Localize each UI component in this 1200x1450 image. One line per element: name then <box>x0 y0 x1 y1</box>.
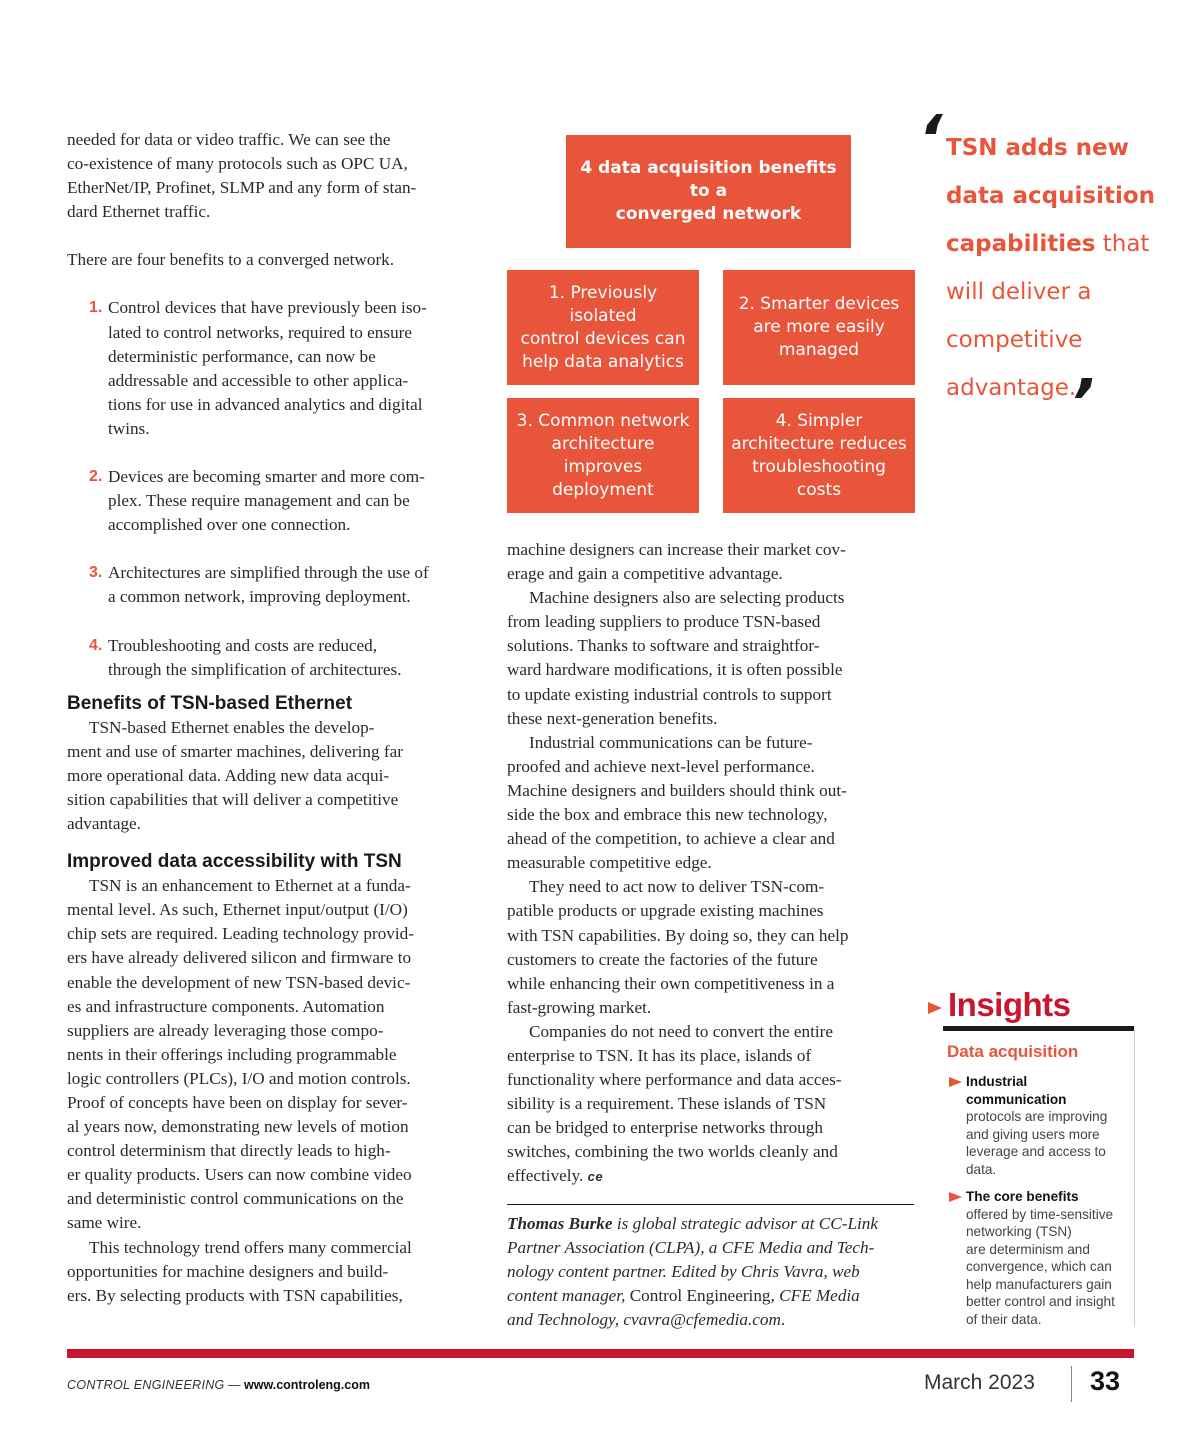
text-line: enable the development of new TSN-based devic- <box>67 972 411 992</box>
text-line: fast-growing market. <box>507 997 652 1017</box>
bold-text: communication <box>966 1091 1067 1107</box>
text-line: to update existing industrial controls to support <box>507 684 832 704</box>
text-line: lated to control networks, required to ensure <box>108 322 413 342</box>
text-line: Control devices that have previously been iso- <box>108 298 427 318</box>
text-line: They need to act now to deliver TSN-com- <box>529 877 825 897</box>
diagram-box-4 <box>723 398 915 513</box>
text-line: er quality products. Users can now combine video <box>67 1165 412 1185</box>
text-line: nology content partner. Edited by Chris Vavra, web <box>507 1262 860 1282</box>
text-line: Machine designers and builders should think out- <box>507 780 847 800</box>
benefits-paragraph <box>67 716 472 836</box>
box-line: 1. Previously isolated <box>548 282 658 326</box>
bullet-arrow-icon <box>949 1192 962 1202</box>
column-1 <box>67 128 472 1308</box>
pull-quote <box>946 124 1161 412</box>
quote-line: competitive <box>946 327 1083 353</box>
text-line <box>507 1308 917 1332</box>
diagram-title-line: converged network <box>615 204 802 224</box>
text-line: with TSN capabilities. By doing so, they can help <box>507 925 849 945</box>
text-line: side the box and embrace this new technology, <box>507 805 828 825</box>
box-line: troubleshooting <box>752 456 886 477</box>
diagram-box-2 <box>723 270 915 385</box>
text-line: through the simplification of architectures. <box>108 659 402 679</box>
text-line: co-existence of many protocols such as OPC UA, <box>67 154 408 174</box>
column-2 <box>507 538 911 1190</box>
diagram-title-box <box>566 135 851 248</box>
list-item <box>67 296 472 441</box>
text-line: ward hardware modifications, it is often possible <box>507 660 843 680</box>
text-line: needed for data or video traffic. We can see the <box>67 130 391 149</box>
text-line: This technology trend offers many commercial <box>89 1237 412 1257</box>
intro-paragraph <box>67 128 472 224</box>
list-number: 2. <box>89 468 103 486</box>
page-number: 33 <box>1090 1366 1121 1396</box>
text-line: more operational data. Adding new data acqui- <box>67 765 390 785</box>
text-line: tions for use in advanced analytics and digital <box>108 394 423 414</box>
bullet-arrow-icon <box>949 1077 962 1087</box>
text-line: can be bridged to enterprise networks through <box>507 1118 823 1138</box>
quote-line <box>946 172 1161 220</box>
issue-date: March 2023 <box>924 1371 1035 1394</box>
box-line: 2. Smarter devices <box>738 294 900 314</box>
text-line: sibility is a requirement. These islands of TSN <box>507 1094 827 1114</box>
text-line: chip sets are required. Leading technology provid- <box>67 924 414 944</box>
text-line: solutions. Thanks to software and straightfor- <box>507 636 820 656</box>
four-benefits-intro: There are four benefits to a converged network. <box>67 250 395 270</box>
text-line: twins. <box>108 418 150 438</box>
footer-divider <box>1071 1366 1072 1402</box>
text-line: es and infrastructure components. Automation <box>67 996 385 1016</box>
heading-accessibility: Improved data accessibility with TSN <box>67 851 402 873</box>
text-line: addressable and accessible to other applica- <box>108 370 409 390</box>
text-fragment: content manager, <box>507 1286 630 1306</box>
text-line <box>507 1284 917 1308</box>
text-line: sition capabilities that will deliver a competitive <box>67 789 399 809</box>
box-line: managed <box>778 340 860 360</box>
box-line: architecture reduces <box>731 433 907 454</box>
insight-item <box>966 1073 1136 1178</box>
text-line: Machine designers also are selecting products <box>529 588 845 608</box>
quote-bold-text: data acquisition <box>946 183 1156 209</box>
insight-line: and giving users more <box>966 1126 1100 1142</box>
quote-bold-text: capabilities <box>946 231 1096 257</box>
author-name: Thomas Burke <box>507 1214 613 1233</box>
insight-line: of their data. <box>966 1311 1042 1327</box>
text-line: Devices are becoming smarter and more com- <box>108 467 425 487</box>
insight-line: are determinism and <box>966 1241 1090 1257</box>
insight-line: networking (TSN) <box>966 1224 1072 1239</box>
text-line: Proof of concepts have been on display for sever- <box>67 1093 408 1112</box>
insight-line: leverage and access to <box>966 1144 1106 1159</box>
list-item <box>67 561 472 609</box>
close-quote-mark: ’ <box>1070 367 1095 441</box>
text-fragment: is global strategic advisor at CC-Link <box>612 1214 879 1233</box>
text-line: dard Ethernet traffic. <box>67 202 211 222</box>
quote-line <box>946 220 1161 268</box>
accessibility-paragraph <box>67 874 472 1235</box>
text-line: measurable competitive edge. <box>507 853 712 873</box>
text-line: while enhancing their own competitiveness in a <box>507 973 835 993</box>
arrow-icon <box>928 1002 942 1014</box>
trend-paragraph <box>67 1236 472 1308</box>
text-line: machine designers can increase their market cov- <box>507 540 846 559</box>
insight-bold-line <box>966 1188 1136 1206</box>
box-line: help data analytics <box>522 351 684 372</box>
list-number: 1. <box>89 299 103 317</box>
insights-underline <box>943 1026 1134 1031</box>
text-line: al years now, demonstrating new levels of motion <box>67 1117 409 1137</box>
publication-brand: CONTROL ENGINEERING <box>67 1378 225 1392</box>
paragraph <box>507 1020 911 1190</box>
bold-text: Industrial <box>966 1074 1028 1089</box>
text-line: advantage. <box>67 814 141 834</box>
text-line: patible products or upgrade existing machines <box>507 901 824 921</box>
list-number: 3. <box>89 564 103 582</box>
box-line: are more easily <box>753 317 885 337</box>
insight-bold-line <box>966 1073 1136 1091</box>
box-line: deployment <box>552 479 654 500</box>
insight-line: data. <box>966 1161 997 1177</box>
text-line: functionality where performance and data acces- <box>507 1070 842 1090</box>
text-line: switches, combining the two worlds cleanly and <box>507 1142 838 1162</box>
end-mark: ce <box>587 1169 604 1185</box>
text-line: suppliers are already leveraging those compo- <box>67 1020 384 1040</box>
insight-line: better control and insight <box>966 1294 1115 1309</box>
quote-bold-text: TSN adds new <box>946 135 1129 161</box>
insight-line: offered by time-sensitive <box>966 1206 1114 1222</box>
quote-text: that <box>1095 231 1150 257</box>
diagram-box-3 <box>507 398 699 513</box>
insight-line: protocols are improving <box>966 1109 1108 1124</box>
insight-bold-line <box>966 1091 1136 1109</box>
list-item <box>67 634 472 682</box>
text-line <box>507 1212 917 1236</box>
paragraph <box>507 875 911 1020</box>
quote-line: advantage. <box>946 375 1077 401</box>
text-line: deterministic performance, can now be <box>108 346 376 366</box>
sidebar-divider <box>1134 1030 1135 1327</box>
paragraph <box>507 731 911 876</box>
text-fragment: and Technology, cvavra@cfemedia.com <box>507 1310 781 1330</box>
text-fragment: . <box>780 1310 786 1330</box>
text-line: nents in their offerings including programmable <box>67 1044 397 1064</box>
insights-title: Insights <box>948 986 1071 1023</box>
text-line: plex. These require management and can be <box>108 491 410 511</box>
text-line: Troubleshooting and costs are reduced, <box>108 635 378 655</box>
diagram-title-line: 4 data acquisition benefits to a <box>580 158 837 201</box>
bold-text: The core benefits <box>966 1189 1079 1204</box>
box-line: control devices can <box>520 328 686 349</box>
text-line: TSN is an enhancement to Ethernet at a funda- <box>89 876 411 896</box>
text-line: Companies do not need to convert the entire <box>529 1021 834 1041</box>
text-line: Architectures are simplified through the use of <box>108 563 429 583</box>
footer-rule <box>67 1349 1134 1358</box>
footer-credit <box>67 1378 370 1392</box>
author-bio <box>507 1212 917 1332</box>
text-line: ers. By selecting products with TSN capabilities, <box>67 1285 403 1305</box>
text-line: same wire. <box>67 1213 142 1233</box>
text-line: Partner Association (CLPA), a CFE Media and Tech- <box>507 1238 875 1258</box>
text-line: ers have already delivered silicon and firmware to <box>67 948 412 968</box>
text-fragment: effectively. <box>507 1166 584 1186</box>
insight-item <box>966 1188 1136 1328</box>
insights-subtitle: Data acquisition <box>947 1042 1079 1061</box>
box-line: architecture <box>551 433 655 454</box>
text-line: these next-generation benefits. <box>507 708 718 728</box>
text-line: Industrial communications can be future- <box>529 732 813 752</box>
bio-divider <box>507 1204 914 1205</box>
text-line: enterprise to TSN. It has its place, islands of <box>507 1045 812 1065</box>
text-line: mental level. As such, Ethernet input/output (I/O) <box>67 900 408 920</box>
text-line: from leading suppliers to produce TSN-based <box>507 612 821 632</box>
benefits-list <box>67 296 472 681</box>
heading-benefits: Benefits of TSN-based Ethernet <box>67 692 353 714</box>
text-line: a common network, improving deployment. <box>108 587 411 607</box>
list-item <box>67 465 472 537</box>
text-line: proofed and achieve next-level performance. <box>507 756 815 776</box>
text-line: ahead of the competition, to achieve a clear and <box>507 829 835 849</box>
text-line: erage and gain a competitive advantage. <box>507 564 783 584</box>
insight-line: help manufacturers gain <box>966 1276 1112 1292</box>
quote-line <box>946 124 1161 172</box>
box-line: improves <box>563 456 643 477</box>
text-line <box>507 1164 911 1189</box>
text-line: accomplished over one connection. <box>108 515 351 535</box>
text-line: logic controllers (PLCs), I/O and motion controls. <box>67 1068 411 1088</box>
text-line: ment and use of smarter machines, delivering far <box>67 741 403 761</box>
paragraph <box>507 538 911 586</box>
diagram-box-1 <box>507 270 699 385</box>
paragraph <box>507 586 911 731</box>
publication-name: Control Engineering <box>629 1286 771 1306</box>
box-line: 3. Common network <box>516 410 690 431</box>
text-fragment: , CFE Media <box>770 1286 860 1306</box>
list-number: 4. <box>89 636 103 654</box>
footer-url[interactable]: www.controleng.com <box>244 1378 370 1392</box>
open-quote-mark: ‘ <box>918 103 943 177</box>
insight-line: convergence, which can <box>966 1259 1112 1274</box>
box-line: costs <box>796 479 842 500</box>
text-line: EtherNet/IP, Profinet, SLMP and any form of stan- <box>67 178 417 198</box>
quote-line: will deliver a <box>946 279 1092 305</box>
text-line: control determinism that directly leads to high- <box>67 1141 391 1161</box>
box-line: 4. Simpler <box>775 410 863 431</box>
text-line: TSN-based Ethernet enables the develop- <box>89 717 375 737</box>
separator: — <box>224 1378 245 1392</box>
text-line: opportunities for machine designers and build- <box>67 1261 389 1281</box>
text-line: and deterministic control communications on the <box>67 1189 404 1209</box>
text-line: customers to create the factories of the future <box>507 949 818 969</box>
